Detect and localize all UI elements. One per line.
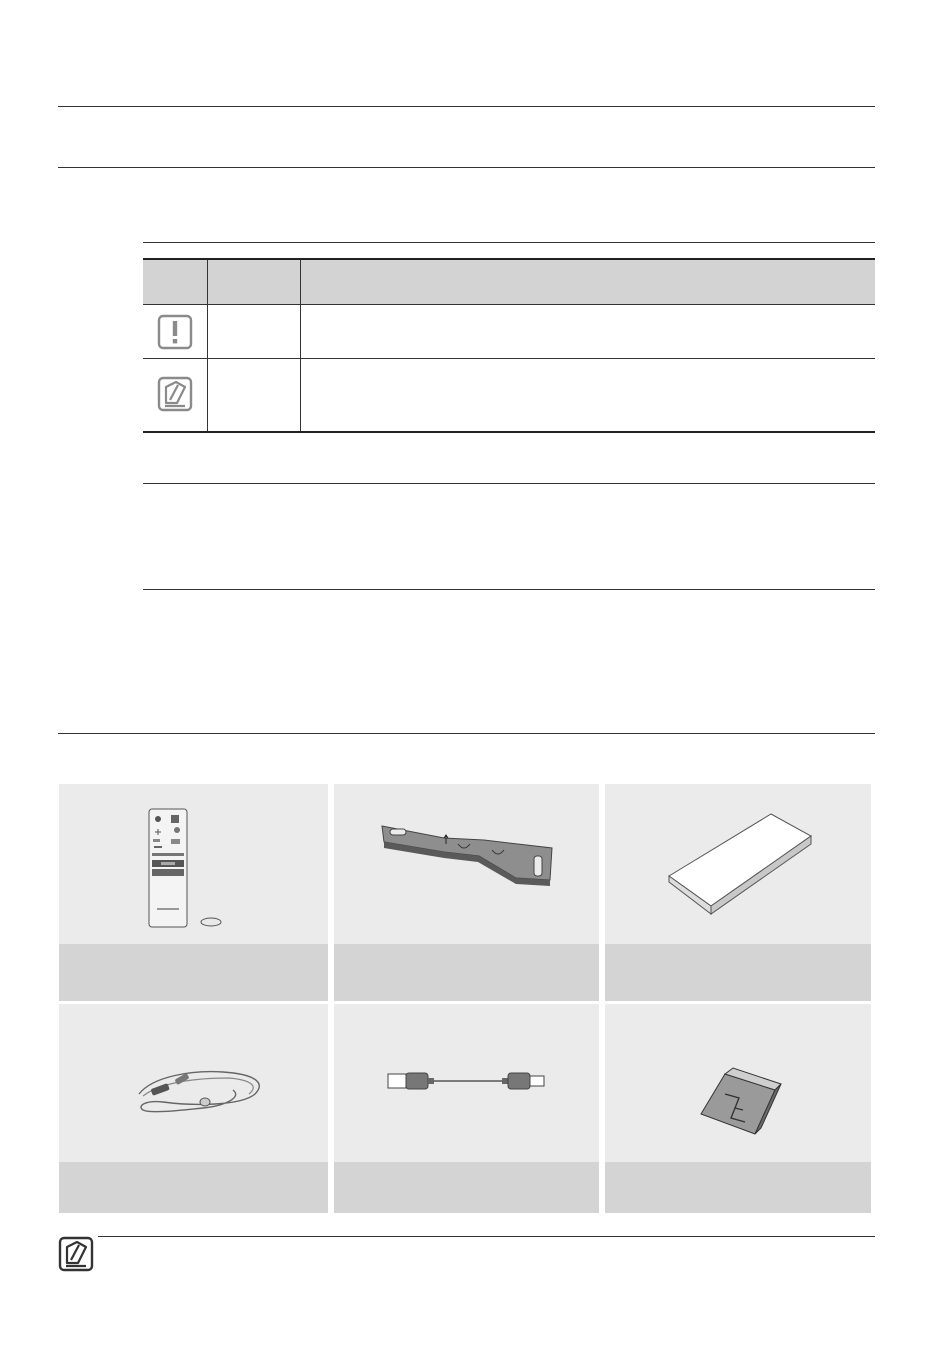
- section-rule-2: [143, 589, 875, 590]
- wall-bracket-icon: [374, 822, 564, 902]
- legend-row-caution: [143, 305, 207, 358]
- components-rule: [58, 733, 875, 734]
- icon-legend-table: [143, 258, 875, 433]
- note-pencil-icon: [58, 1236, 94, 1272]
- ferrite-core-icon: [695, 1064, 785, 1144]
- caution-exclamation-icon: [157, 314, 193, 350]
- component-label-remote: [59, 944, 328, 1001]
- component-label-ferrite-core: [605, 1162, 871, 1213]
- legend-col-divider-1: [207, 260, 208, 431]
- legend-col-divider-2: [300, 260, 301, 431]
- component-label-bracket: [334, 944, 599, 1001]
- power-cord-icon: [133, 1052, 273, 1122]
- remote-control-icon: [139, 806, 249, 936]
- component-label-usb-cable: [334, 1162, 599, 1213]
- section-rule-1: [143, 483, 875, 484]
- component-image-bracket: [334, 784, 599, 944]
- component-label-manual: [605, 944, 871, 1001]
- component-image-usb-cable: [334, 1004, 599, 1162]
- component-label-power-cord: [59, 1162, 328, 1213]
- component-image-power-cord: [59, 1004, 328, 1162]
- component-image-remote: [59, 784, 328, 944]
- title-rule: [58, 167, 875, 168]
- manual-booklet-icon: [661, 806, 831, 926]
- note-rule: [98, 1236, 875, 1237]
- legend-header-row: [143, 260, 875, 305]
- legend-top-rule: [143, 242, 875, 243]
- legend-row-divider: [143, 358, 875, 359]
- top-rule: [58, 106, 875, 107]
- component-image-ferrite-core: [605, 1004, 871, 1162]
- note-pencil-icon: [157, 376, 193, 412]
- component-image-manual: [605, 784, 871, 944]
- legend-row-note: [143, 359, 207, 429]
- usb-cable-icon: [384, 1066, 554, 1096]
